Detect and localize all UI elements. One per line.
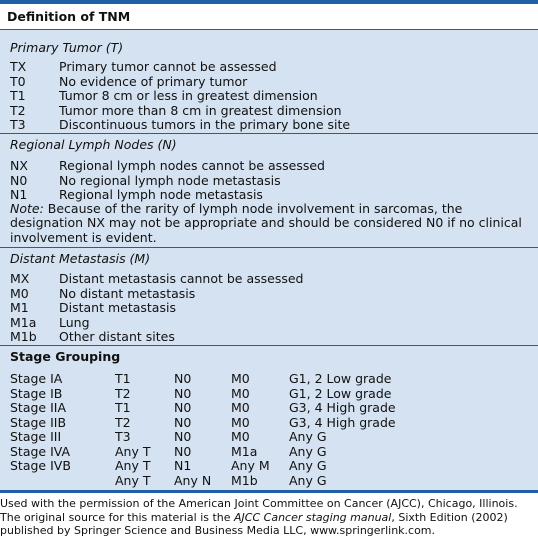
table-title: Definition of TNM [0, 4, 538, 30]
stage-row [0, 415, 538, 430]
rl-desc-n0: No regional lymph node metastasis [59, 172, 281, 188]
stage-n: N0 [174, 400, 192, 415]
regional-lymph-heading: Regional Lymph Nodes (N) [10, 137, 177, 152]
dm-code-m0: M0 [10, 285, 29, 301]
stage-name: Stage IIB [10, 414, 67, 430]
lymph-note [10, 202, 530, 246]
stage-name: Stage IB [10, 385, 63, 401]
stage-row [0, 444, 538, 459]
pt-code-t3: T3 [10, 117, 26, 132]
stage-m: M0 [231, 371, 250, 386]
rl-code-nx: NX [10, 158, 28, 173]
stage-row [0, 371, 538, 386]
stage-grade: Any G [289, 472, 327, 488]
pt-code-t2: T2 [10, 102, 26, 118]
stage-name: Stage III [10, 429, 62, 444]
footnote-text-end: , Sixth Edition (2002) published by Springer Science and Business Media LLC, www.springerlink.com. [0, 510, 508, 537]
stage-name: Stage IVB [10, 458, 71, 473]
source-footnote [0, 497, 538, 538]
pt-desc-tx: Primary tumor cannot be assessed [59, 59, 277, 74]
distant-metastasis-heading: Distant Metastasis (M) [10, 251, 151, 266]
pt-desc-t3: Discontinuous tumors in the primary bone site [59, 117, 351, 132]
dm-desc-m0: No distant metastasis [59, 285, 196, 301]
stage-grade: Any G [289, 443, 327, 459]
dm-desc-mx: Distant metastasis cannot be assessed [59, 271, 304, 286]
primary-tumor-heading: Primary Tumor (T) [10, 40, 124, 55]
pt-code-t1: T1 [10, 88, 26, 103]
stage-grade: G3, 4 High grade [289, 400, 396, 415]
stage-row [0, 473, 538, 488]
rl-desc-n1: Regional lymph node metastasis [59, 187, 263, 202]
rl-code-n1: N1 [10, 187, 28, 202]
stage-m: M0 [231, 414, 250, 430]
rl-code-n0: N0 [10, 172, 28, 188]
dm-desc-m1: Distant metastasis [59, 300, 176, 315]
stage-n: N0 [174, 414, 192, 430]
pt-desc-t1: Tumor 8 cm or less in greatest dimension [59, 88, 318, 103]
note-text: Because of the rarity of lymph node involvement in sarcomas, the designation NX may not be appropriate and should be considered N0 if no clinical involvement is evident. [10, 200, 522, 245]
stage-row [0, 458, 538, 473]
stage-t: T1 [115, 400, 131, 415]
dm-desc-m1b: Other distant sites [59, 329, 175, 344]
stage-n: N0 [174, 371, 192, 386]
note-label: Note: [10, 200, 44, 216]
stage-n: N0 [174, 385, 192, 401]
pt-code-tx: TX [10, 59, 27, 74]
stage-t: T1 [115, 371, 131, 386]
dm-code-m1a: M1a [10, 314, 37, 330]
stage-n: Any N [174, 472, 212, 488]
stage-t: T3 [115, 429, 131, 444]
pt-desc-t2: Tumor more than 8 cm in greatest dimension [59, 102, 342, 118]
stage-m: M0 [231, 400, 250, 415]
stage-t: T2 [115, 414, 131, 430]
stage-m: M0 [231, 385, 250, 401]
stage-t: Any T [115, 458, 151, 473]
stage-n: N0 [174, 429, 192, 444]
dm-desc-m1a: Lung [59, 314, 90, 330]
section-divider [0, 133, 538, 134]
stage-grade: Any G [289, 458, 327, 473]
stage-row [0, 429, 538, 444]
stage-n: N0 [174, 443, 192, 459]
stage-row [0, 386, 538, 401]
footnote-text: Used with the permission of the American Joint Committee on Cancer (AJCC), Chicago, Illinois. The original source for this material is the [0, 497, 518, 524]
pt-desc-t0: No evidence of primary tumor [59, 73, 248, 89]
stage-name: Stage IA [10, 371, 63, 386]
footnote-source-title: AJCC Cancer staging manual [234, 510, 392, 524]
stage-t: Any T [115, 472, 151, 488]
stage-m: Any M [231, 458, 270, 473]
stage-m: M0 [231, 429, 250, 444]
dm-code-m1: M1 [10, 300, 29, 315]
table-body [0, 30, 538, 490]
stage-grouping-heading: Stage Grouping [10, 349, 121, 364]
stage-name: Stage IIA [10, 400, 67, 415]
bottom-rule [0, 490, 538, 493]
stage-t: T2 [115, 385, 131, 401]
stage-name: Stage IVA [10, 443, 71, 459]
stage-t: Any T [115, 443, 151, 459]
stage-n: N1 [174, 458, 192, 473]
pt-code-t0: T0 [10, 73, 26, 89]
stage-m: M1a [231, 443, 258, 459]
stage-grade: G1, 2 Low grade [289, 371, 392, 386]
stage-grade: G1, 2 Low grade [289, 385, 392, 401]
dm-code-mx: MX [10, 271, 30, 286]
section-divider [0, 247, 538, 248]
rl-desc-nx: Regional lymph nodes cannot be assessed [59, 158, 325, 173]
stage-m: M1b [231, 472, 258, 488]
section-divider [0, 345, 538, 346]
dm-code-m1b: M1b [10, 329, 37, 344]
stage-grade: Any G [289, 429, 327, 444]
stage-grade: G3, 4 High grade [289, 414, 396, 430]
stage-row [0, 400, 538, 415]
